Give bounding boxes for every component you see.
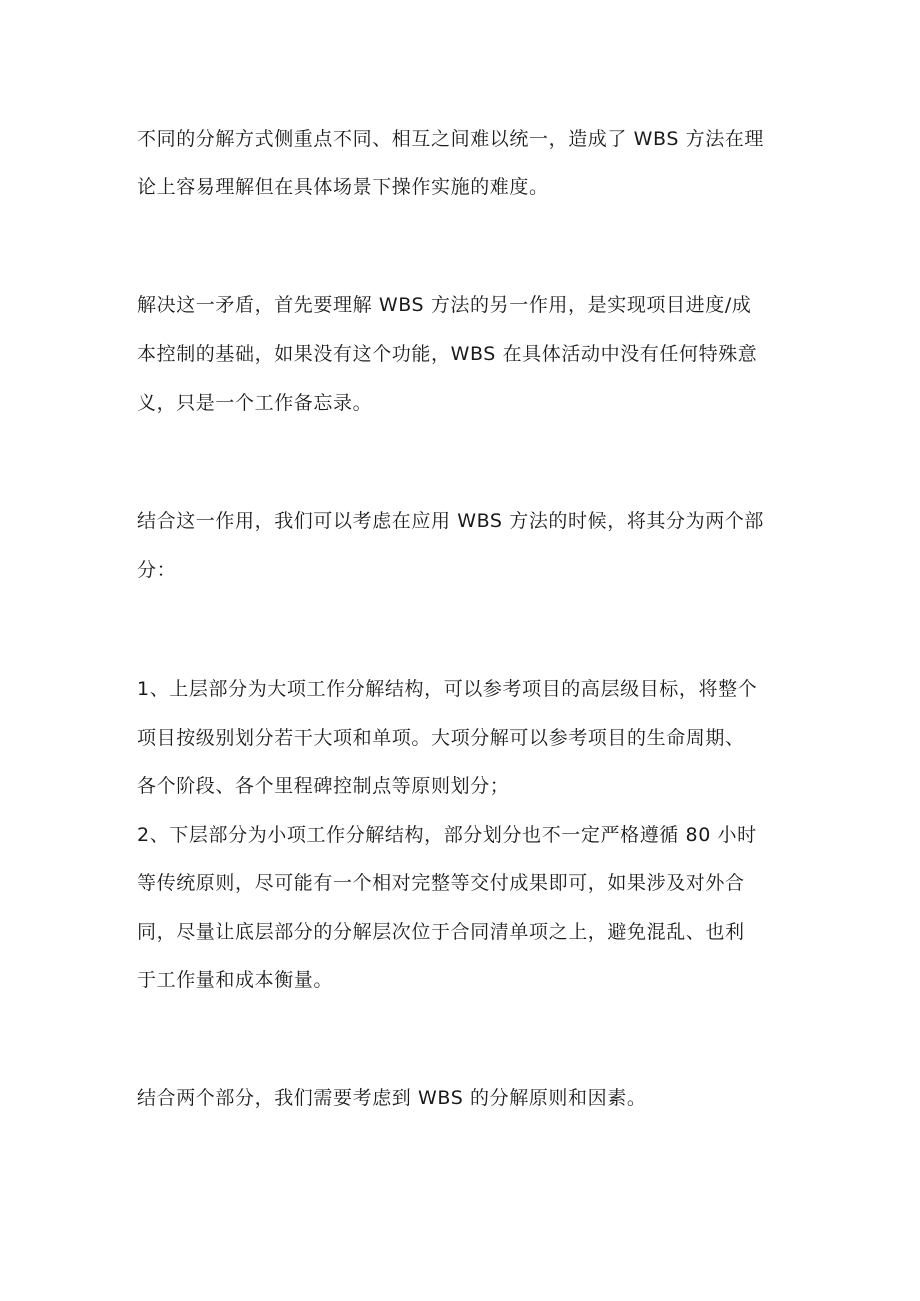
list-item-2-line-1: 2、下层部分为小项工作分解结构，部分划分也不一定严格遵循 80 小时 (137, 824, 757, 846)
list-item-2-line-3: 同，尽量让底层部分的分解层次位于合同清单项之上，避免混乱、也利 (137, 921, 745, 943)
paragraph-1-line-2: 论上容易理解但在具体场景下操作实施的难度。 (137, 176, 549, 198)
paragraph-2-line-2: 本控制的基础，如果没有这个功能，WBS 在具体活动中没有任何特殊意 (137, 343, 758, 365)
list-item-2-line-4: 于工作量和成本衡量。 (137, 969, 334, 991)
paragraph-2-line-1: 解决这一矛盾，首先要理解 WBS 方法的另一作用，是实现项目进度/成 (137, 294, 752, 316)
list-item-1-line-3: 各个阶段、各个里程碑控制点等原则划分； (137, 775, 510, 797)
paragraph-3-line-2: 分： (137, 559, 177, 581)
paragraph-5-line-1: 结合两个部分，我们需要考虑到 WBS 的分解原则和因素。 (137, 1087, 647, 1109)
paragraph-2-line-3: 义，只是一个工作备忘录。 (137, 392, 373, 414)
paragraph-1-line-1: 不同的分解方式侧重点不同、相互之间难以统一，造成了 WBS 方法在理 (137, 128, 765, 150)
list-item-1-line-1: 1、上层部分为大项工作分解结构，可以参考项目的高层级目标，将整个 (137, 678, 758, 700)
list-item-1-line-2: 项目按级别划分若干大项和单项。大项分解可以参考项目的生命周期、 (137, 727, 745, 749)
paragraph-3-line-1: 结合这一作用，我们可以考虑在应用 WBS 方法的时候，将其分为两个部 (137, 510, 765, 532)
list-item-2-line-2: 等传统原则，尽可能有一个相对完整等交付成果即可，如果涉及对外合 (137, 872, 745, 894)
